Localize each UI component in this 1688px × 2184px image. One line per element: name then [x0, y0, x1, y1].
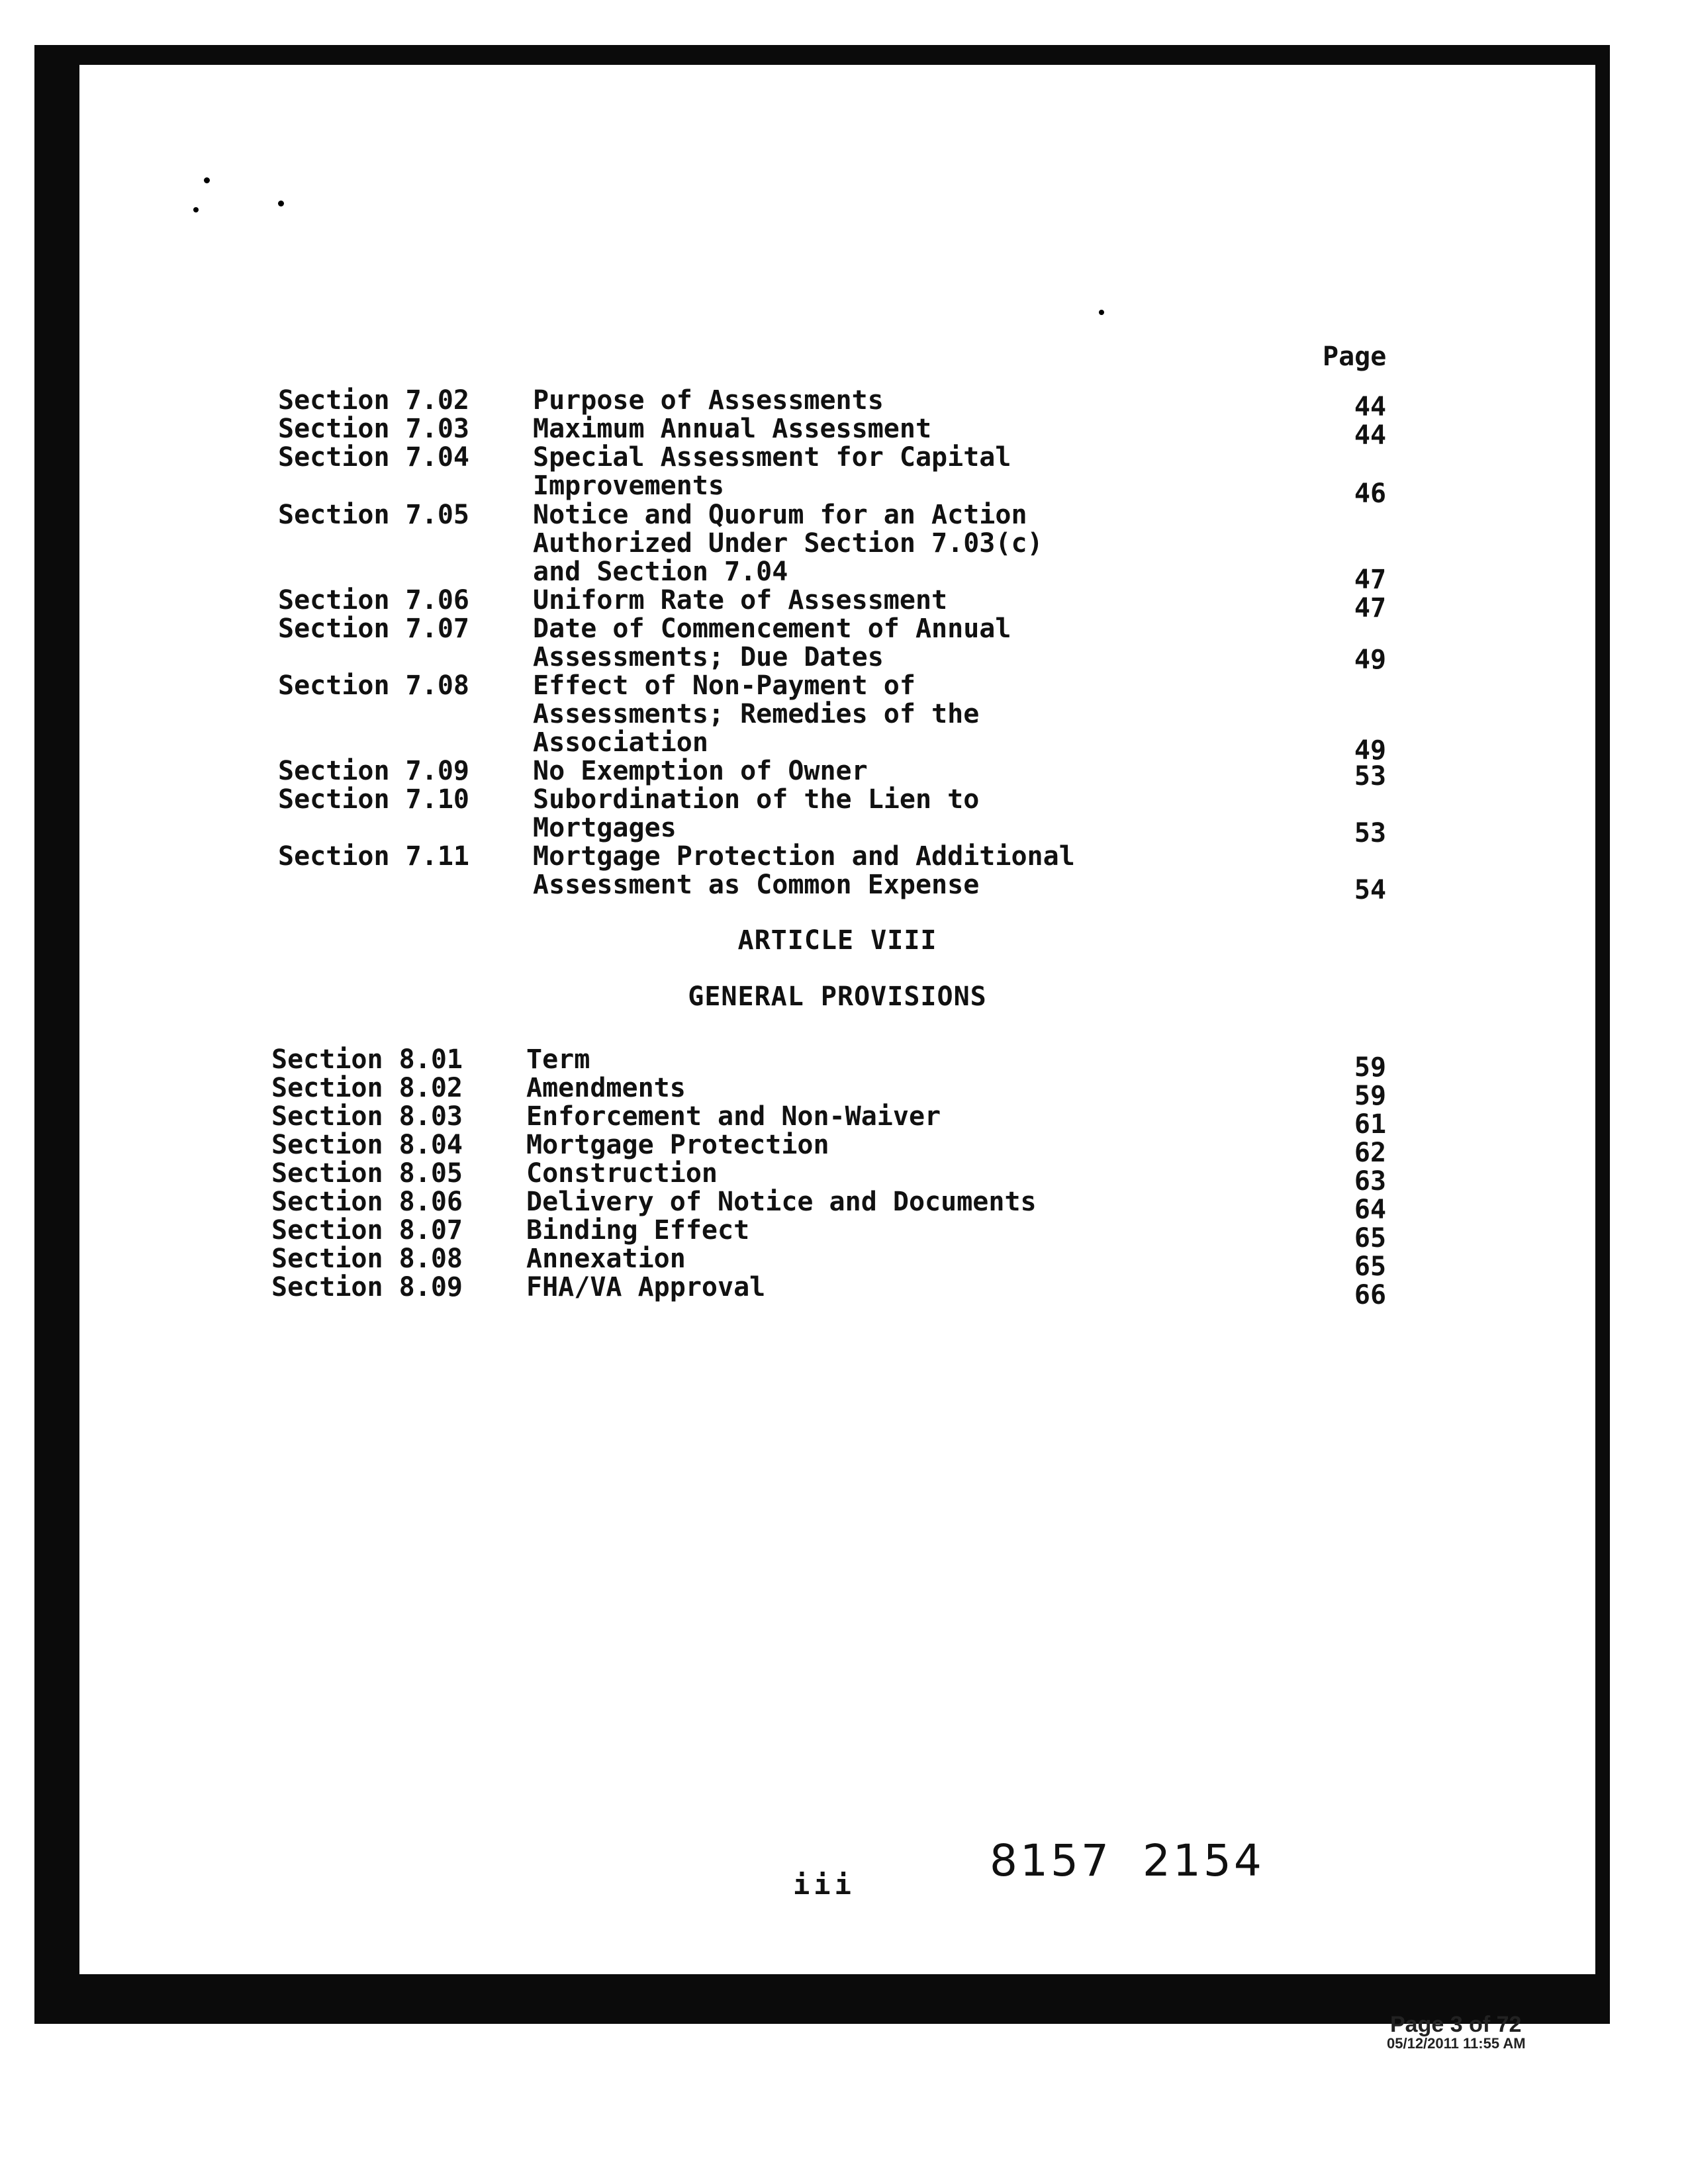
section-title-continued: Assessment as Common Expense — [533, 870, 980, 900]
section-title: Enforcement and Non-Waiver — [526, 1101, 941, 1132]
section-label: Section 8.01 — [271, 1044, 463, 1075]
section-page: 49 — [1354, 735, 1387, 766]
section-title-continued: Authorized Under Section 7.03(c) — [533, 528, 1043, 559]
section-title: Annexation — [526, 1244, 686, 1274]
scan-frame — [34, 45, 1610, 2024]
section-page: 62 — [1354, 1138, 1387, 1168]
section-title-continued: Association — [533, 727, 708, 758]
section-label: Section 7.02 — [278, 385, 469, 416]
section-page: 44 — [1354, 392, 1387, 422]
section-label: Section 7.08 — [278, 670, 469, 701]
section-title-continued: Mortgages — [533, 813, 677, 843]
section-title: FHA/VA Approval — [526, 1272, 766, 1302]
section-title: Notice and Quorum for an Action — [533, 500, 1027, 530]
section-page: 65 — [1354, 1223, 1387, 1253]
scan-speck — [193, 207, 199, 212]
article-heading: ARTICLE VIII — [737, 925, 937, 956]
section-title: Maximum Annual Assessment — [533, 414, 932, 444]
scan-speck — [278, 201, 284, 206]
section-label: Section 8.07 — [271, 1215, 463, 1246]
section-page: 59 — [1354, 1052, 1387, 1083]
section-page: 63 — [1354, 1166, 1387, 1197]
section-title: Subordination of the Lien to — [533, 784, 980, 815]
section-title-continued: and Section 7.04 — [533, 557, 788, 587]
section-title: Date of Commencement of Annual — [533, 614, 1011, 644]
section-title: Purpose of Assessments — [533, 385, 884, 416]
scan-speck — [204, 177, 210, 183]
toc-entry-continued — [79, 469, 1595, 509]
section-label: Section 8.09 — [271, 1272, 463, 1302]
toc-entry — [79, 1271, 1595, 1310]
section-title: Uniform Rate of Assessment — [533, 585, 948, 615]
section-label: Section 7.03 — [278, 414, 469, 444]
page-folio: iii — [793, 1868, 855, 1901]
section-page: 53 — [1354, 761, 1387, 792]
section-title: Mortgage Protection — [526, 1130, 829, 1160]
section-label: Section 8.08 — [271, 1244, 463, 1274]
section-title: Amendments — [526, 1073, 686, 1103]
section-title: Binding Effect — [526, 1215, 750, 1246]
section-label: Section 7.09 — [278, 756, 469, 786]
section-page: 47 — [1354, 593, 1387, 623]
section-page: 65 — [1354, 1251, 1387, 1282]
section-label: Section 7.07 — [278, 614, 469, 644]
section-label: Section 8.04 — [271, 1130, 463, 1160]
section-title: Delivery of Notice and Documents — [526, 1187, 1037, 1217]
page-indicator: Page 3 of 72 — [1390, 2012, 1522, 2037]
article-title: GENERAL PROVISIONS — [688, 981, 987, 1012]
section-page: 46 — [1354, 478, 1387, 509]
section-page: 66 — [1354, 1280, 1387, 1310]
document-page — [79, 65, 1595, 1974]
section-label: Section 7.06 — [278, 585, 469, 615]
section-title: Mortgage Protection and Additional — [533, 841, 1075, 872]
section-title: Special Assessment for Capital — [533, 442, 1011, 473]
section-label: Section 7.04 — [278, 442, 469, 473]
scan-speck — [1099, 310, 1104, 315]
section-page: 59 — [1354, 1081, 1387, 1111]
section-page: 54 — [1354, 875, 1387, 905]
section-page: 64 — [1354, 1195, 1387, 1225]
recording-stamp: 8157 2154 — [990, 1835, 1264, 1886]
section-page: 44 — [1354, 420, 1387, 451]
section-title-continued: Improvements — [533, 471, 724, 501]
section-title-continued: Assessments; Remedies of the — [533, 699, 980, 729]
section-label: Section 8.03 — [271, 1101, 463, 1132]
toc-entry-continued — [79, 868, 1595, 905]
section-title-continued: Assessments; Due Dates — [533, 642, 884, 672]
section-label: Section 8.06 — [271, 1187, 463, 1217]
section-title: No Exemption of Owner — [533, 756, 868, 786]
section-title: Effect of Non-Payment of — [533, 670, 915, 701]
section-title: Construction — [526, 1158, 718, 1189]
section-label: Section 7.11 — [278, 841, 469, 872]
print-timestamp: 05/12/2011 11:55 AM — [1387, 2035, 1526, 2052]
section-label: Section 8.05 — [271, 1158, 463, 1189]
section-title: Term — [526, 1044, 590, 1075]
section-label: Section 7.10 — [278, 784, 469, 815]
section-label: Section 7.05 — [278, 500, 469, 530]
page-column-header: Page — [1323, 341, 1387, 372]
section-page: 61 — [1354, 1109, 1387, 1140]
section-label: Section 8.02 — [271, 1073, 463, 1103]
section-page: 49 — [1354, 645, 1387, 675]
section-page: 47 — [1354, 565, 1387, 595]
section-page: 53 — [1354, 818, 1387, 848]
